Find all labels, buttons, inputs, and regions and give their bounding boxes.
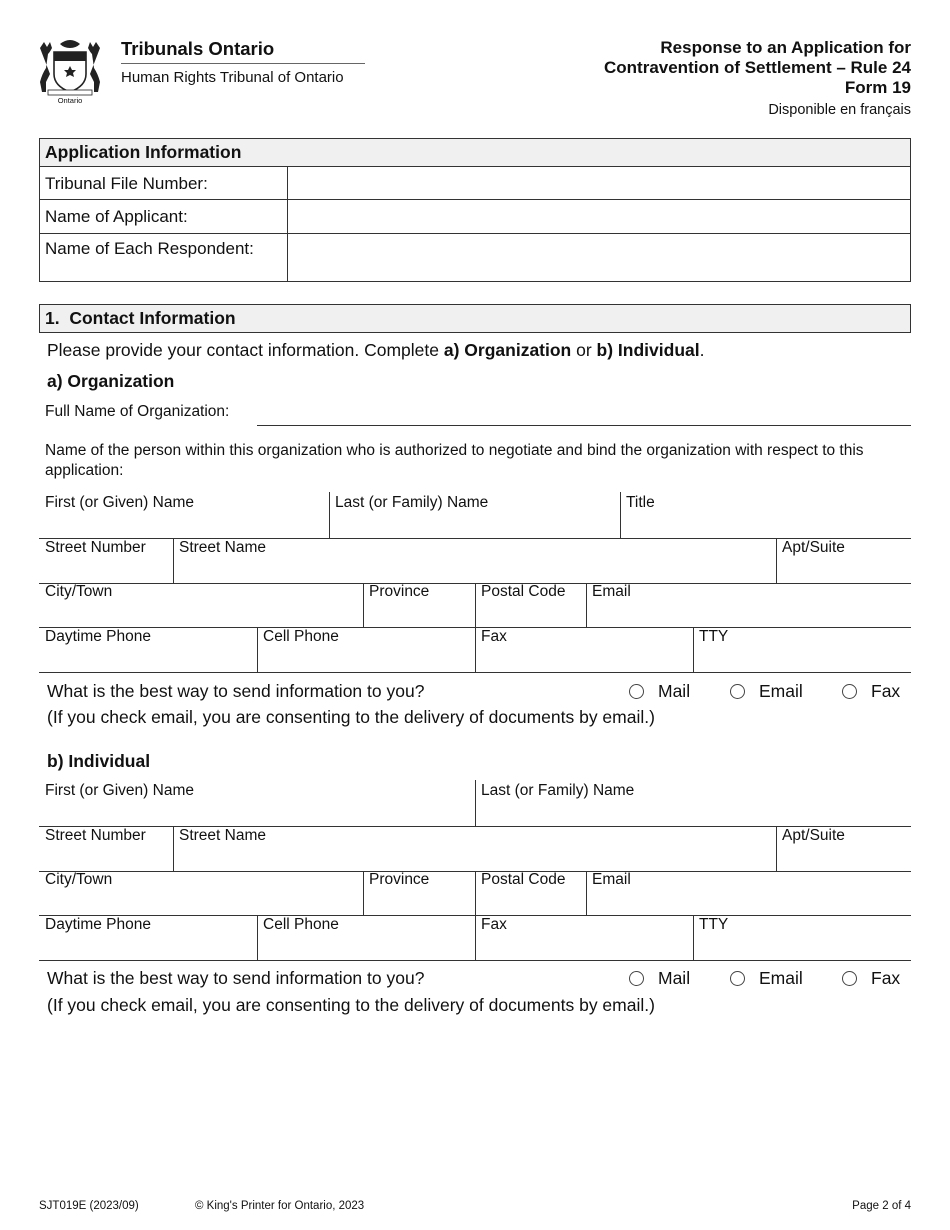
org-street-number-field[interactable]: Street Number <box>45 539 146 556</box>
ind-first-name-field[interactable]: First (or Given) Name <box>45 782 194 799</box>
ind-last-name-field[interactable]: Last (or Family) Name <box>481 782 635 799</box>
ind-delivery-mail-radio[interactable]: Mail <box>629 968 690 989</box>
org-email-field[interactable]: Email <box>592 583 631 600</box>
ind-street-name-field[interactable]: Street Name <box>179 827 267 844</box>
tribunal-sub-name: Human Rights Tribunal of Ontario <box>121 69 344 86</box>
french-availability: Disponible en français <box>768 102 911 118</box>
org-city-field[interactable]: City/Town <box>45 583 113 600</box>
ind-apt-suite-field[interactable]: Apt/Suite <box>782 827 845 844</box>
ind-delivery-email-radio[interactable]: Email <box>730 968 803 989</box>
ind-tty-field[interactable]: TTY <box>699 916 729 933</box>
ind-delivery-question: What is the best way to send information to you? <box>47 968 425 988</box>
applicant-name-input[interactable] <box>288 200 910 233</box>
org-title-field[interactable]: Title <box>626 494 655 511</box>
org-delivery-fax-radio[interactable]: Fax <box>842 681 900 702</box>
applicant-name-label: Name of Applicant: <box>45 207 188 226</box>
org-fax-field[interactable]: Fax <box>481 628 507 645</box>
contact-instructions: Please provide your contact information. Complete a) Organization or b) Individual. <box>47 340 705 360</box>
ind-city-field[interactable]: City/Town <box>45 871 113 888</box>
form-title-line1: Response to an Application for <box>660 38 911 57</box>
ind-daytime-phone-field[interactable]: Daytime Phone <box>45 916 151 933</box>
org-full-name-label: Full Name of Organization: <box>45 403 230 420</box>
org-delivery-email-radio[interactable]: Email <box>730 681 803 702</box>
logo-wordmark: Ontario <box>57 96 83 104</box>
org-first-name-field[interactable]: First (or Given) Name <box>45 494 194 511</box>
org-delivery-mail-radio[interactable]: Mail <box>629 681 690 702</box>
org-postal-code-field[interactable]: Postal Code <box>481 583 566 600</box>
tribunal-org-name: Tribunals Ontario <box>121 38 275 59</box>
org-tty-field[interactable]: TTY <box>699 628 729 645</box>
ind-cell-phone-field[interactable]: Cell Phone <box>263 916 339 933</box>
ind-postal-code-field[interactable]: Postal Code <box>481 871 566 888</box>
ontario-coat-of-arms-logo <box>38 38 102 104</box>
individual-subheading: b) Individual <box>47 751 151 771</box>
ind-delivery-fax-radio[interactable]: Fax <box>842 968 900 989</box>
section-number: 1. <box>45 308 60 328</box>
ind-delivery-note: (If you check email, you are consenting to the delivery of documents by email.) <box>47 995 655 1015</box>
org-apt-suite-field[interactable]: Apt/Suite <box>782 539 845 556</box>
org-street-name-field[interactable]: Street Name <box>179 539 267 556</box>
org-province-field[interactable]: Province <box>369 583 430 600</box>
org-daytime-phone-field[interactable]: Daytime Phone <box>45 628 151 645</box>
authorized-person-text: Name of the person within this organization who is authorized to negotiate and bind the organization with respect to this application: <box>45 442 864 479</box>
form-code: SJT019E (2023/09) <box>39 1200 139 1212</box>
header-divider <box>121 63 365 64</box>
organization-subheading: a) Organization <box>47 371 175 391</box>
copyright: © King's Printer for Ontario, 2023 <box>195 1200 365 1212</box>
respondent-names-label: Name of Each Respondent: <box>45 239 254 258</box>
section-title: Contact Information <box>69 308 236 328</box>
ind-province-field[interactable]: Province <box>369 871 430 888</box>
org-delivery-note: (If you check email, you are consenting to the delivery of documents by email.) <box>47 707 655 727</box>
ind-email-field[interactable]: Email <box>592 871 631 888</box>
tribunal-file-number-label: Tribunal File Number: <box>45 174 208 193</box>
org-last-name-field[interactable]: Last (or Family) Name <box>335 494 489 511</box>
form-number: Form 19 <box>844 78 911 97</box>
respondent-names-input[interactable] <box>288 234 910 281</box>
tribunal-file-number-input[interactable] <box>288 168 910 199</box>
form-title-line2: Contravention of Settlement – Rule 24 <box>604 58 911 77</box>
ind-street-number-field[interactable]: Street Number <box>45 827 146 844</box>
org-cell-phone-field[interactable]: Cell Phone <box>263 628 339 645</box>
org-full-name-input[interactable] <box>257 425 911 426</box>
ind-fax-field[interactable]: Fax <box>481 916 507 933</box>
form-title-block <box>604 38 911 118</box>
page-number: Page 2 of 4 <box>852 1200 911 1212</box>
application-info-heading: Application Information <box>39 138 911 167</box>
org-delivery-question: What is the best way to send information to you? <box>47 681 425 701</box>
contact-info-heading <box>39 304 911 333</box>
